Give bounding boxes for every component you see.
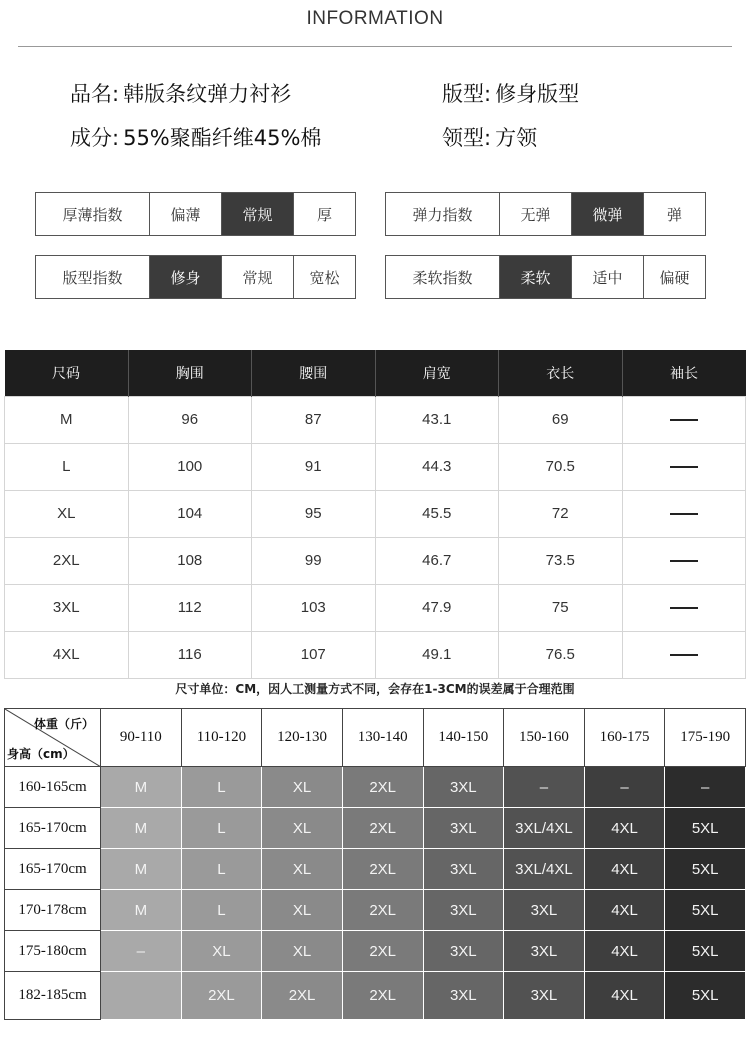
size-cell: 2XL <box>342 890 423 931</box>
chest-cell: 108 <box>128 537 252 584</box>
scale-option: 偏薄 <box>149 193 221 235</box>
size-cell: – <box>665 767 746 808</box>
length-cell: 73.5 <box>499 537 623 584</box>
scale-title: 厚薄指数 <box>62 205 123 224</box>
size-cell: M <box>101 849 182 890</box>
shoulder-cell: 47.9 <box>375 584 499 631</box>
size-cell: L <box>181 808 262 849</box>
size-cell: L <box>181 849 262 890</box>
table-row <box>5 396 746 443</box>
waist-cell: 91 <box>252 443 376 490</box>
dash-icon <box>670 419 698 421</box>
product-collar-label: 领型: <box>442 126 492 150</box>
size-cell: XL <box>262 890 343 931</box>
size-cell: 2XL <box>342 931 423 972</box>
scale-option: 适中 <box>571 256 643 298</box>
size-cell: XL <box>262 767 343 808</box>
sleeve-cell <box>622 631 746 678</box>
weight-header: 130-140 <box>342 709 423 767</box>
waist-cell: 87 <box>252 396 376 443</box>
size-cell: 2XL <box>181 972 262 1020</box>
scale-option-selected: 修身 <box>149 256 221 298</box>
thickness-scale <box>35 192 356 236</box>
table-row <box>5 767 746 808</box>
shoulder-cell: 45.5 <box>375 490 499 537</box>
sleeve-cell <box>622 443 746 490</box>
table-row <box>5 931 746 972</box>
scale-option: 偏硬 <box>643 256 705 298</box>
size-cell: 3XL <box>423 849 504 890</box>
size-cell: – <box>504 767 585 808</box>
sleeve-cell <box>622 490 746 537</box>
size-cell: 3XL <box>423 767 504 808</box>
size-cell <box>101 972 182 1020</box>
size-cell: XL <box>262 849 343 890</box>
size-cell: 4XL <box>584 890 665 931</box>
length-cell: 75 <box>499 584 623 631</box>
product-name-value: 韩版条纹弹力衬衫 <box>123 82 292 106</box>
size-cell: 4XL <box>584 972 665 1020</box>
scale-title: 柔软指数 <box>412 268 473 287</box>
size-cell: L <box>5 443 129 490</box>
size-cell: L <box>181 767 262 808</box>
table-row <box>5 490 746 537</box>
shoulder-cell: 49.1 <box>375 631 499 678</box>
chest-cell: 100 <box>128 443 252 490</box>
size-cell: 3XL <box>423 972 504 1020</box>
size-cell: 2XL <box>342 972 423 1020</box>
scale-option: 无弹 <box>499 193 571 235</box>
product-material <box>70 122 321 152</box>
size-table <box>4 350 746 679</box>
size-cell: 3XL <box>504 890 585 931</box>
weight-header: 150-160 <box>504 709 585 767</box>
height-cell: 165-170cm <box>5 808 101 849</box>
weight-axis-label: 体重（斤） <box>33 717 94 731</box>
length-cell: 70.5 <box>499 443 623 490</box>
scale-option-selected: 微弹 <box>571 193 643 235</box>
header-waist: 腰围 <box>252 350 376 396</box>
size-cell: 5XL <box>665 808 746 849</box>
shoulder-cell: 46.7 <box>375 537 499 584</box>
waist-cell: 103 <box>252 584 376 631</box>
table-row <box>5 972 746 1020</box>
elasticity-scale <box>385 192 706 236</box>
size-cell: 3XL <box>5 584 129 631</box>
chest-cell: 104 <box>128 490 252 537</box>
sleeve-cell <box>622 537 746 584</box>
weight-header: 160-175 <box>584 709 665 767</box>
product-name-label: 品名: <box>70 82 120 106</box>
dash-icon <box>670 560 698 562</box>
size-cell: 3XL/4XL <box>504 808 585 849</box>
size-cell: – <box>584 767 665 808</box>
size-cell: M <box>5 396 129 443</box>
size-cell: 3XL <box>423 808 504 849</box>
waist-cell: 99 <box>252 537 376 584</box>
header-shoulder: 肩宽 <box>375 350 499 396</box>
size-cell: 2XL <box>262 972 343 1020</box>
product-material-value: 55%聚酯纤维45%棉 <box>123 126 322 150</box>
scale-option-selected: 常规 <box>221 193 293 235</box>
sleeve-cell <box>622 584 746 631</box>
product-fit-value: 修身版型 <box>495 82 580 106</box>
size-cell: M <box>101 767 182 808</box>
product-fit-label: 版型: <box>442 82 492 106</box>
product-collar-value: 方领 <box>495 126 538 150</box>
corner-header <box>5 709 101 767</box>
sleeve-cell <box>622 396 746 443</box>
weight-header: 90-110 <box>101 709 182 767</box>
size-cell: 5XL <box>665 931 746 972</box>
size-cell: 3XL <box>504 931 585 972</box>
scale-title: 版型指数 <box>62 268 123 287</box>
size-cell: XL <box>181 931 262 972</box>
waist-cell: 107 <box>252 631 376 678</box>
scale-option: 厚 <box>293 193 355 235</box>
product-collar <box>442 122 537 152</box>
scale-option: 常规 <box>221 256 293 298</box>
header-sleeve: 袖长 <box>622 350 746 396</box>
size-recommendation-table <box>4 708 746 1020</box>
size-cell: M <box>101 890 182 931</box>
size-cell: L <box>181 890 262 931</box>
length-cell: 76.5 <box>499 631 623 678</box>
dash-icon <box>670 607 698 609</box>
height-axis-label: 身高（cm） <box>7 747 75 761</box>
size-cell: 4XL <box>5 631 129 678</box>
size-cell: 3XL <box>423 931 504 972</box>
weight-header: 110-120 <box>181 709 262 767</box>
scale-option-selected: 柔软 <box>499 256 571 298</box>
size-cell: – <box>101 931 182 972</box>
size-cell: 5XL <box>665 849 746 890</box>
shoulder-cell: 43.1 <box>375 396 499 443</box>
weight-header: 140-150 <box>423 709 504 767</box>
height-cell: 160-165cm <box>5 767 101 808</box>
table-row <box>5 808 746 849</box>
chest-cell: 96 <box>128 396 252 443</box>
table-row <box>5 849 746 890</box>
weight-header: 175-190 <box>665 709 746 767</box>
height-cell: 175-180cm <box>5 931 101 972</box>
size-cell: 3XL <box>504 972 585 1020</box>
recommendation-header <box>5 709 746 767</box>
header-size: 尺码 <box>5 350 129 396</box>
product-fit <box>442 78 579 108</box>
table-row <box>5 631 746 678</box>
height-cell: 182-185cm <box>5 972 101 1020</box>
size-cell: 5XL <box>665 972 746 1020</box>
length-cell: 69 <box>499 396 623 443</box>
size-cell: 3XL <box>423 890 504 931</box>
length-cell: 72 <box>499 490 623 537</box>
scale-option: 弹 <box>643 193 705 235</box>
size-cell: 2XL <box>5 537 129 584</box>
dash-icon <box>670 513 698 515</box>
size-cell: 2XL <box>342 849 423 890</box>
height-cell: 165-170cm <box>5 849 101 890</box>
title-divider <box>18 46 732 47</box>
header-length: 衣长 <box>499 350 623 396</box>
size-cell: 5XL <box>665 890 746 931</box>
product-material-label: 成分: <box>70 126 120 150</box>
waist-cell: 95 <box>252 490 376 537</box>
product-name <box>70 78 291 108</box>
table-row <box>5 890 746 931</box>
dash-icon <box>670 654 698 656</box>
dash-icon <box>670 466 698 468</box>
height-cell: 170-178cm <box>5 890 101 931</box>
fit-scale <box>35 255 356 299</box>
size-cell: 4XL <box>584 808 665 849</box>
page-title: INFORMATION <box>306 8 444 29</box>
size-cell: XL <box>5 490 129 537</box>
softness-scale <box>385 255 706 299</box>
size-cell: 2XL <box>342 808 423 849</box>
measurement-note: 尺寸单位：CM，因人工测量方式不同，会存在1-3CM的误差属于合理范围 <box>175 682 575 696</box>
size-cell: 4XL <box>584 931 665 972</box>
size-cell: 4XL <box>584 849 665 890</box>
size-cell: 2XL <box>342 767 423 808</box>
size-cell: 3XL/4XL <box>504 849 585 890</box>
weight-header: 120-130 <box>262 709 343 767</box>
size-table-header <box>5 350 746 396</box>
table-row <box>5 584 746 631</box>
size-cell: XL <box>262 931 343 972</box>
table-row <box>5 537 746 584</box>
size-cell: M <box>101 808 182 849</box>
scale-title: 弹力指数 <box>412 205 473 224</box>
shoulder-cell: 44.3 <box>375 443 499 490</box>
scale-option: 宽松 <box>293 256 355 298</box>
header-chest: 胸围 <box>128 350 252 396</box>
size-cell: XL <box>262 808 343 849</box>
table-row <box>5 443 746 490</box>
chest-cell: 116 <box>128 631 252 678</box>
chest-cell: 112 <box>128 584 252 631</box>
